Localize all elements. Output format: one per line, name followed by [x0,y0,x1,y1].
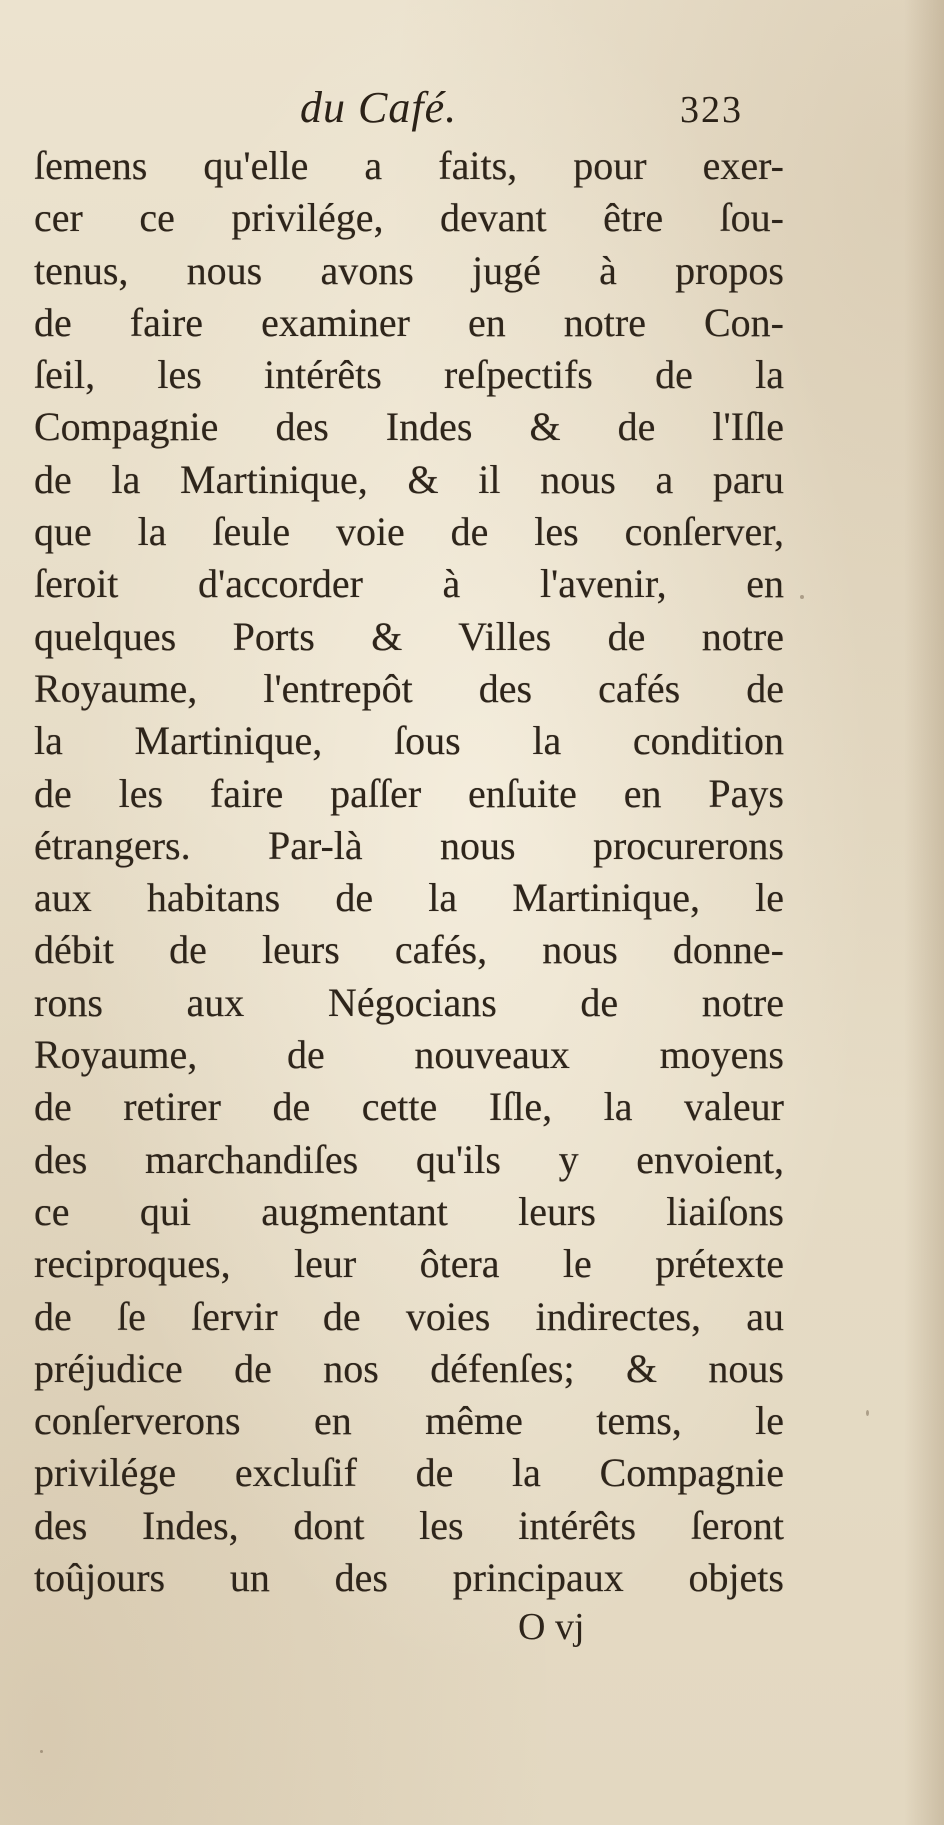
page-gutter-shadow [904,0,944,1825]
text-line: de faire examiner en notre Con- [34,299,784,345]
body-text [34,140,784,1604]
text-line: de ſe ſervir de voies indirectes, au [34,1293,784,1339]
paper-speck [800,595,804,599]
text-line: ce qui augmentant leurs liaiſons [34,1188,784,1234]
text-line: débit de leurs cafés, nous donne- [34,927,784,973]
text-line: conſerverons en même tems, le [34,1398,784,1444]
text-line: rons aux Négocians de notre [34,979,784,1025]
text-line: de les faire paſſer enſuite en Pays [34,770,784,816]
running-title: du Café. [300,83,458,132]
text-line: Royaume, de nouveaux moyens [34,1032,784,1078]
page-header [0,82,944,142]
text-line: ſemens qu'elle a faits, pour exer- [34,143,784,188]
paper-speck [866,1410,869,1416]
text-line: tenus, nous avons jugé à propos [34,247,784,293]
text-line: des Indes, dont les intérêts ſeront [34,1502,784,1548]
text-line: Compagnie des Indes & de l'Iſle [34,404,784,450]
text-line: Royaume, l'entrepôt des cafés de [34,665,784,711]
text-line: des marchandiſes qu'ils y envoient, [34,1136,784,1182]
text-line: ſeroit d'accorder à l'avenir, en [34,561,784,607]
text-line: que la ſeule voie de les conſerver, [34,509,784,555]
text-line: de retirer de cette Iſle, la valeur [34,1084,784,1130]
page-number: 323 [680,89,743,131]
signature-mark: O vj [518,1606,585,1648]
text-line: préjudice de nos défenſes; & nous [34,1345,784,1391]
text-line: quelques Ports & Villes de notre [34,613,784,659]
text-line: de la Martinique, & il nous a paru [34,456,784,502]
text-line: aux habitans de la Martinique, le [34,875,784,921]
text-line: la Martinique, ſous la condition [34,718,784,764]
text-line: ſeil, les intérêts reſpectifs de la [34,352,784,398]
text-line: privilége excluſif de la Compagnie [34,1450,784,1496]
text-line: toûjours un des principaux objets [34,1555,784,1601]
text-line: étrangers. Par-là nous procurerons [34,822,784,868]
text-line: cer ce privilége, devant être ſou- [34,195,784,241]
paper-speck [40,1750,43,1753]
text-line: reciproques, leur ôtera le prétexte [34,1241,784,1287]
